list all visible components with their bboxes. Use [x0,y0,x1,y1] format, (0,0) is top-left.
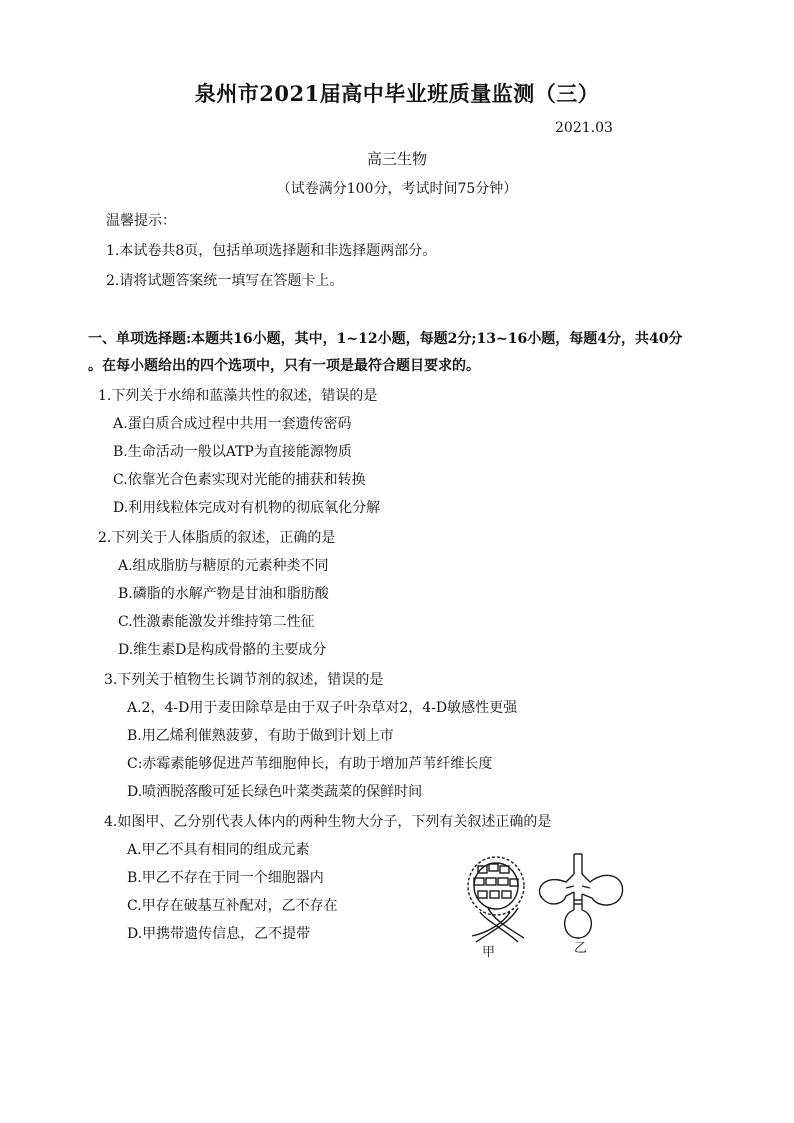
question-option: A.2，4-D用于麦田除草是由于双子叶杂草对2，4-D敏感性更强 [127,700,518,716]
exam-date: 2021.03 [555,120,613,136]
question-option: D.甲携带遗传信息，乙不提带 [127,926,311,942]
section-heading: 一、单项选择题:本题共16小题，其中，1~12小题，每题2分;13~16小题，每题4分，共40分 [88,331,683,347]
molecule-a-icon [468,857,524,942]
macromolecule-figure [462,852,662,962]
question-stem: 4.如图甲、乙分别代表人体内的两种生物大分子，下列有关叙述正确的是 [104,814,552,830]
exam-title: 泉州市2021届高中毕业班质量监测（三） [194,81,600,106]
question-option: B.用乙烯利催熟菠萝，有助于做到计划上市 [127,728,394,744]
exam-note: （试卷满分100分，考试时间75分钟） [276,181,518,197]
question-option: C.依靠光合色素实现对光能的捕获和转换 [113,472,366,488]
question-stem: 2.下列关于人体脂质的叙述，正确的是 [98,530,336,546]
question-option: D.利用线粒体完成对有机物的彻底氧化分解 [113,500,381,516]
tip-item: 2.请将试题答案统一填写在答题卡上。 [106,273,344,289]
figure-label-b: 乙 [574,941,588,956]
question-option: C.性激素能激发并维持第二性征 [118,614,315,630]
question-option: B.甲乙不存在于同一个细胞器内 [127,870,324,886]
question-option: C:赤霉素能够促进芦苇细胞伸长，有助于增加芦苇纤维长度 [127,756,493,772]
question-option: D.喷洒脱落酸可延长绿色叶菜类蔬菜的保鲜时间 [127,784,423,800]
tips-heading: 温馨提示： [106,213,176,229]
question-stem: 1.下列关于水绵和蓝藻共性的叙述，错误的是 [98,388,378,404]
question-option: B.磷脂的水解产物是甘油和脂肪酸 [118,586,329,602]
figure-label-a: 甲 [482,945,496,960]
question-option: A.组成脂肪与糖原的元素种类不同 [118,558,329,574]
section-heading-cont: 。在每小题给出的四个选项中，只有一项是最符合题目要求的。 [88,358,480,374]
question-option: D.维生素D是构成骨骼的主要成分 [118,642,327,658]
question-option: B.生命活动一般以ATP为直接能源物质 [113,444,352,460]
subject-name: 高三生物 [366,150,427,168]
question-stem: 3.下列关于植物生长调节剂的叙述，错误的是 [104,672,384,688]
tip-item: 1.本试卷共8页，包括单项选择题和非选择题两部分。 [106,243,437,259]
molecule-b-icon [539,854,622,938]
question-option: C.甲存在破基互补配对，乙不存在 [127,898,338,914]
question-option: A.甲乙不具有相同的组成元素 [127,842,310,858]
question-option: A.蛋白质合成过程中共用一套遗传密码 [113,416,352,432]
